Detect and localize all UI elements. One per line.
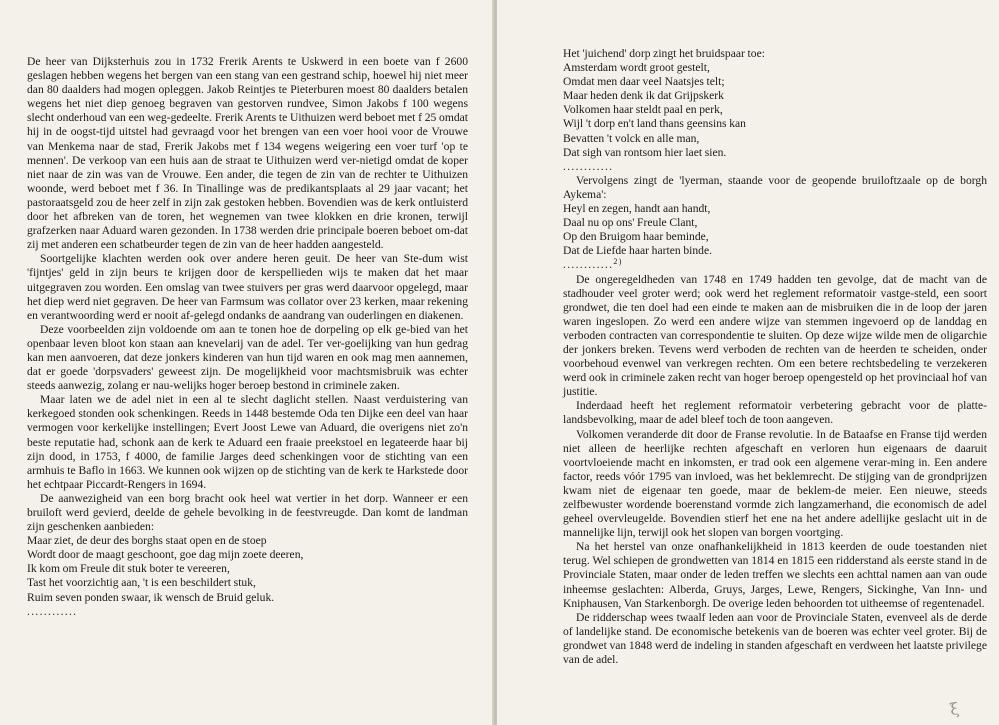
left-text-column (27, 55, 468, 619)
verse-grijpskerk: Amsterdam wordt groot gestelt, Omdat men daar veel Naatsjes telt; Maar heden denk ik dat Grijpskerk Volkomen haar steldt paal en perk, Wijl 't dorp en't land thans geensins kan Bevatten 't volck en alle man, Dat sigh van rontsom hier laet sien. (563, 61, 746, 159)
intro-line-lyerman: Vervolgens zingt de 'lyerman, staande voor de geopende bruiloftzaale op de borgh Aykema': (563, 173, 987, 201)
paragraph-french-revolution: Volkomen veranderde dit door de Franse revolutie. In de Bataafse en Franse tijd werden niet alleen de heerlijke rechten afgeschaft en verloren hun eigenaars de daaruit voortvloeiende macht en inkomsten, er trad ook een algemene verar-ming in. Een andere factor, reeds vóór 1795 van invloed, was het beklemrecht. De stijging van de grondprijzen kwam niet de eigenaar ten goede, maar de beklem-de meier. Een nieuwe, steeds zelfbewuster wordende boerenstand vormde zich langzamerhand, die economisch de adel geheel overvleugelde. Bovendien stierf het ene na het andere adellijke geslacht uit in de mannelijke lijn, terwijl ook het slopen van borgen voortging. (563, 427, 987, 540)
right-text-column (563, 47, 987, 667)
right-page (497, 0, 999, 725)
ellipsis-separator: ............ (27, 604, 78, 618)
footnote-marker: 2) (613, 257, 623, 267)
ellipsis-separator: ............ (563, 258, 614, 272)
verse-heyl-en-zegen: Heyl en zegen, handt aan handt, Daal nu op ons' Freule Clant, Op den Bruigom haar beminde, Dat de Liefde haar harten binde. (563, 202, 712, 258)
left-page (0, 0, 494, 725)
ellipsis-separator: ............ (563, 159, 614, 173)
paragraph-1748-unrest: De ongeregeldheden van 1748 en 1749 hadden ten gevolge, dat de macht van de stadhouder veel groter werd; ook werd het reglement reformatoir vastge-steld, een soort grondwet, die ten doel had een einde te maken aan de misbruiken die in de loop der jaren waren ingeslopen. Zo werd een andere wijze van stemmen ingevoerd op de landdag en verboden contracten van correspondentie te sluiten. Op deze wijze wilde men de oligarchie der jonkers breken. Tevens werd verboden de rechten van de heerden te scheiden, onder voorbehoud evenwel van verkregen rechten. Om een betere rechtsbedeling te verzekeren werd ook in criminele zaken recht van hoger beroep opengesteld op het provinciaal hof van justitie. (563, 272, 987, 399)
verse-butter-gift: Maar ziet, de deur des borghs staat open en de stoep Wordt door de maagt geschoont, goe dag mijn zoete deeren, Ik kom om Freule dit stuk boter te vereeren, Tast het voorzichtig aan, 't is een beschildert stuk, Ruim seven ponden swaar, ik wensch de Bruid geluk. (27, 534, 304, 604)
intro-line-village-song: Het 'juichend' dorp zingt het bruidspaar toe: (563, 47, 765, 60)
paragraph-ridderschap: De ridderschap wees twaalf leden aan voor de Provinciale Staten, evenveel als de derde of landelijke stand. De economische betekenis van de boeren was echter veel groter. Bij de grondwet van 1848 werd de indeling in standen afgeschaft en verdween het laatste privilege van de adel. (563, 610, 987, 667)
paragraph-dijksterhuis-fines: De heer van Dijksterhuis zou in 1732 Frerik Arents te Uskwerd in een boete van f 2600 geslagen hebben wegens het bergen van een stang van een gestrand schip, hoewel hij niet meer dan 80 daalders had mogen opleggen. Jakob Reintjes te Pieterburen moest 80 daalders betalen wegens het niet diep genoeg begraven van gestorven rundvee, Simon Jakobs f 100 wegens slecht onderhoud van een weg-gedeelte. Frerik Arents te Uithuizen werd beboet met f 25 omdat hij in de oogst-tijd uitstel had gevraagd voor het brengen van een voer hooi voor de Vrouwe van Menkema naar de stad, Frerik Jakobs met f 134 wegens weigering een voer turf 'op te mennen'. De verkoop van een huis aan de straat te Uithuizen werd ver-nietigd omdat de koper niet naar de zin was van de Vrouwe. Een ander, die tegen de zin van de rechter te Uithuizen woonde, werd beboet met f 36. In Tinallinge was de predikantsplaats al 29 jaar vacant; het pastoraatsgeld zou de heer zelf in zijn zak gestoken hebben. Bovendien was de kerk ontluisterd door het afbreken van de toren, het wegnemen van twee klokken en drie kronen, terwijl grafzerken naar Aduard waren gezonden. In 1738 werden drie principale boeren beboet om-dat zij met anderen een schatbeurder tegen de zin van de heer hadden aangesteld. (27, 55, 468, 252)
paragraph-1813-restoration: Na het herstel van onze onafhankelijkheid in 1813 keerden de oude toestanden niet terug. Wel schiepen de grondwetten van 1814 en 1815 een ridderstand als eerste stand in de Provinciale Staten, maar onder de leden treffen we slechts een achttal namen aan van oude inheemse geslachten: Alberda, Gruys, Jarges, Lewe, Rengers, Sickinghe, Van Inn- und Kniphausen, Van Starkenborgh. De overige leden behoorden tot uitheemse of regentenadel. (563, 540, 987, 610)
ellipsis-with-footnote (563, 258, 987, 272)
paragraph-extortion: Deze voorbeelden zijn voldoende om aan te tonen hoe de dorpeling op elk ge-bied van het openbaar leven bloot kon staan aan knevelarij van de adel. Ter ver-goelijking van hun gedrag kan men aanvoeren, dat deze jonkers kinderen van hun tijd waren en ook mag men aannemen, dat er goede 'dorpsvaders' geweest zijn. De mogelijkheid voor machtsmisbruik was echter steeds aanwezig, zolang er nau-welijks hoger beroep bestond in criminele zaken. (27, 322, 468, 393)
paragraph-wedding-festivities: De aanwezigheid van een borg bracht ook heel wat vertier in het dorp. Wanneer er een bruiloft werd gevierd, deelde de gehele bevolking in de feestvreugde. Dan komt de landman zijn geschenken aanbieden: (27, 491, 468, 534)
paragraph-reglement-reformatoir: Inderdaad heeft het reglement reformatoir verbetering gebracht voor de platte-landsbevolking, maar de adel bleef toch de toon aangeven. (563, 399, 987, 427)
paragraph-similar-complaints: Soortgelijke klachten werden ook over andere heren geuit. De heer van Ste-dum wist 'fijntjes' geld in zijn beurs te krijgen door de kerspellieden wijs te maken dat het maar uitgegraven zou worden. Een omslag van twee stuivers per gras werd daarvoor opgelegd, maar het diep werd niet gegraven. De heer van Farmsum was collator over 23 kerken, maar rekening en verantwoording werd er nooit af-gelegd ondanks de aandrang van ouderlingen en diakenen. (27, 252, 468, 322)
pencil-mark: ξ (948, 698, 961, 720)
paragraph-donations: Maar laten we de adel niet in een al te slecht daglicht stellen. Naast verduistering van kerkegoed stonden ook schenkingen. Reeds in 1448 bestemde Oda ten Dijke een deel van haar vermogen voor kerkelijke instellingen; Evert Joost Lewe van Aduard, die overigens niet zo'n beste reputatie had, schonk aan de kerk te Aduard een fraaie preekstoel en legateerde haar bij zijn dood, in 1753, f 4000, de familie Jarges deed schenkingen voor de stichting van een armhuis te Baflo in 1663. We kunnen ook wijzen op de stichting van de kerk te Harkstede door het echtpaar Piccardt-Rengers in 1694. (27, 393, 468, 491)
